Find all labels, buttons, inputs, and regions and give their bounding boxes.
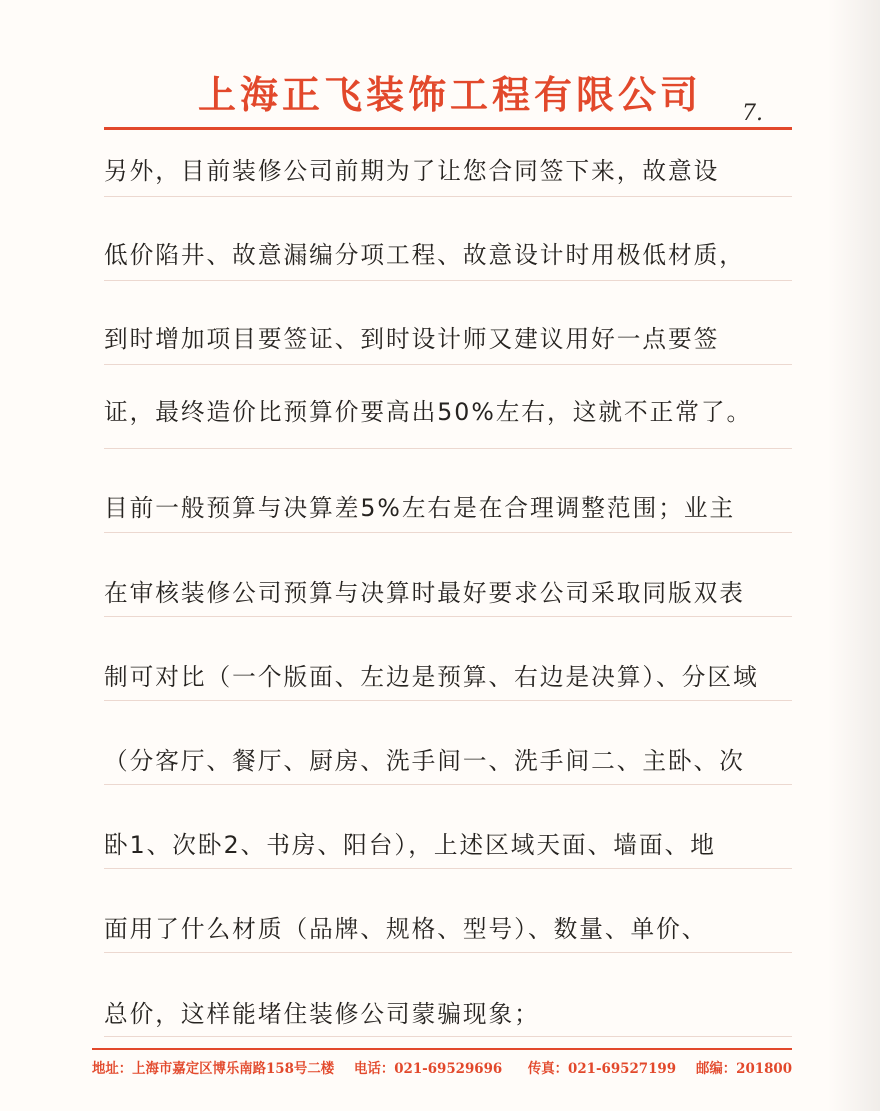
ruled-line bbox=[104, 1036, 792, 1037]
ruled-line bbox=[104, 616, 792, 617]
footer-fax: 传真：021-69527199 bbox=[527, 1061, 677, 1077]
ruled-line bbox=[104, 532, 792, 533]
body-line-3: 到时增加项目要签证、到时设计师又建议用好一点要签 bbox=[104, 325, 720, 353]
body-line-2: 低价陷井、故意漏编分项工程、故意设计时用极低材质， bbox=[104, 241, 745, 269]
letterhead-footer bbox=[92, 1058, 793, 1078]
body-line-4: 证，最终造价比预算价要高出50%左右，这就不正常了。 bbox=[104, 398, 753, 426]
footer-divider bbox=[92, 1048, 792, 1050]
ruled-line bbox=[104, 196, 792, 197]
body-line-7: 制可对比（一个版面、左边是预算、右边是决算）、分区域 bbox=[104, 663, 759, 691]
header-divider bbox=[104, 127, 792, 130]
footer-postcode: 邮编：201800 bbox=[695, 1061, 793, 1077]
ruled-line bbox=[104, 868, 792, 869]
footer-phone: 电话：021-69529696 bbox=[354, 1061, 503, 1077]
company-letterhead: 上海正飞装饰工程有限公司 bbox=[197, 72, 702, 117]
body-line-6: 在审核装修公司预算与决算时最好要求公司采取同版双表 bbox=[104, 579, 745, 607]
body-line-8: （分客厅、餐厅、厨房、洗手间一、洗手间二、主卧、次 bbox=[104, 747, 745, 775]
footer-address: 地址：上海市嘉定区博乐南路158号二楼 bbox=[92, 1061, 335, 1077]
ruled-line bbox=[104, 700, 792, 701]
ruled-line bbox=[104, 952, 792, 953]
body-line-5: 目前一般预算与决算差5%左右是在合理调整范围；业主 bbox=[104, 494, 736, 522]
scan-edge-shadow bbox=[828, 0, 880, 1111]
ruled-line bbox=[104, 448, 792, 449]
ruled-line bbox=[104, 364, 792, 365]
ruled-line bbox=[104, 784, 792, 785]
ruled-line bbox=[104, 280, 792, 281]
body-line-9: 卧1、次卧2、书房、阳台），上述区域天面、墙面、地 bbox=[104, 831, 716, 859]
body-line-1: 另外，目前装修公司前期为了让您合同签下来，故意设 bbox=[104, 157, 720, 185]
page-number: 7. bbox=[742, 101, 763, 126]
body-line-10: 面用了什么材质（品牌、规格、型号）、数量、单价、 bbox=[104, 915, 708, 943]
body-line-11: 总价，这样能堵住装修公司蒙骗现象； bbox=[104, 1000, 540, 1028]
